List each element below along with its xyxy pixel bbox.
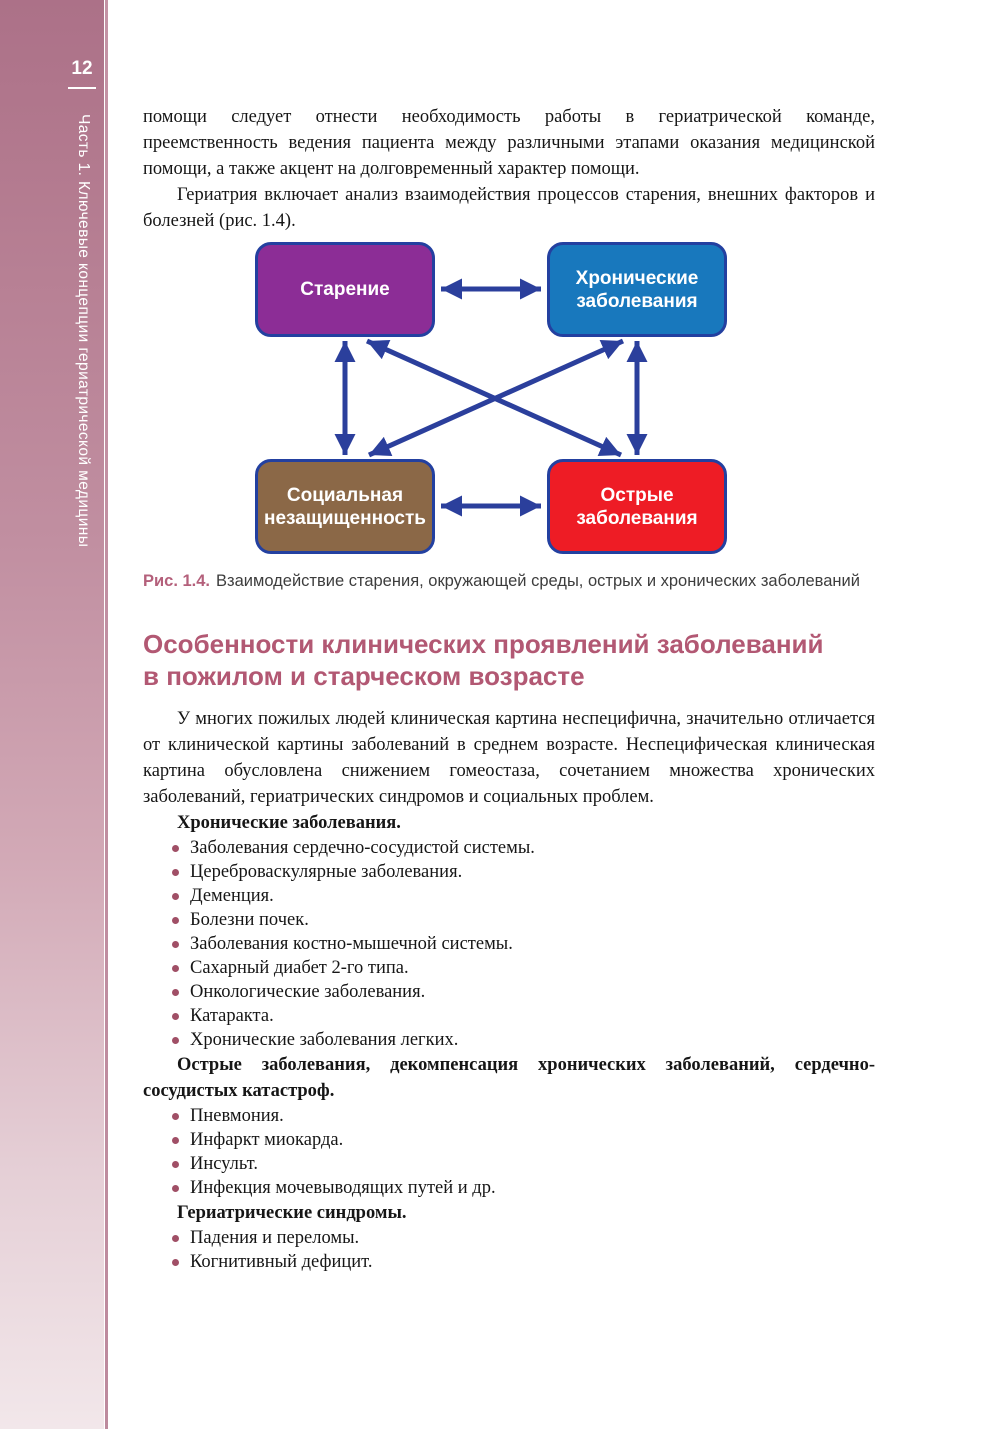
list-item-text: Когнитивный дефицит. xyxy=(190,1252,373,1272)
bullet-icon xyxy=(172,941,179,948)
list-item xyxy=(143,1104,875,1128)
group-title: Гериатрические синдромы. xyxy=(177,1203,407,1223)
section-heading xyxy=(143,628,875,692)
bullet-icon xyxy=(172,989,179,996)
bullet-icon xyxy=(172,965,179,972)
figure-box-chronic: Хронические заболевания xyxy=(547,242,727,337)
bullet-icon xyxy=(172,845,179,852)
figure-caption-text: Взаимодействие старения, окружающей среды, острых и хронических заболеваний xyxy=(216,572,860,590)
group-title: Хронические заболевания. xyxy=(177,813,401,833)
list-item xyxy=(143,884,875,908)
figure-caption-label: Рис. 1.4. xyxy=(143,572,211,590)
list-item-text: Инсульт. xyxy=(190,1154,258,1174)
list-item xyxy=(143,908,875,932)
sidebar xyxy=(0,0,104,1429)
figure-1-4-diagram xyxy=(143,238,875,558)
sidebar-edge-line xyxy=(105,0,108,1429)
list-item-text: Хронические заболевания легких. xyxy=(190,1030,459,1050)
list-item-text: Катаракта. xyxy=(190,1006,274,1026)
symptom-groups xyxy=(143,810,875,1274)
list-item xyxy=(143,956,875,980)
bullet-icon xyxy=(172,1113,179,1120)
list-item xyxy=(143,1176,875,1200)
bullet-icon xyxy=(172,893,179,900)
list-item-text: Онкологические заболевания. xyxy=(190,982,426,1002)
list-item xyxy=(143,1028,875,1052)
bullet-icon xyxy=(172,1161,179,1168)
figure-caption xyxy=(143,570,875,592)
list-item xyxy=(143,836,875,860)
bullet-list xyxy=(143,1104,875,1200)
bullet-icon xyxy=(172,1013,179,1020)
list-item xyxy=(143,860,875,884)
list-item-text: Пневмония. xyxy=(190,1106,284,1126)
page-number: 12 xyxy=(68,58,96,89)
list-item-text: Заболевания сердечно-сосудистой системы. xyxy=(190,838,535,858)
list-item xyxy=(143,1004,875,1028)
list-item xyxy=(143,932,875,956)
list-item-text: Инфаркт миокарда. xyxy=(190,1130,344,1150)
list-item-text: Болезни почек. xyxy=(190,910,309,930)
list-item-text: Цереброваскулярные заболевания. xyxy=(190,862,463,882)
list-item-text: Падения и переломы. xyxy=(190,1228,360,1248)
bullet-icon xyxy=(172,1259,179,1266)
figure-box-aging: Старение xyxy=(255,242,435,337)
bullet-icon xyxy=(172,1137,179,1144)
main-content xyxy=(143,0,875,1274)
bullet-icon xyxy=(172,917,179,924)
figure-box-social: Социальная незащищенность xyxy=(255,459,435,554)
list-item xyxy=(143,1152,875,1176)
list-item xyxy=(143,980,875,1004)
list-item xyxy=(143,1250,875,1274)
section-paragraph: У многих пожилых людей клиническая картина неспецифична, значительно отличается от клинической картины заболеваний в среднем возрасте. Неспецифическая клиническая картина обусловлена снижением гомеостаза, сочетанием множества хронических заболеваний, гериатрических синдромов и социальных проблем. xyxy=(143,709,875,807)
intro-paragraph-1: помощи следует отнести необходимость работы в гериатрической команде, преемственность ведения пациента между различными этапами оказания медицинской помощи, а также акцент на долговременный характер помощи. xyxy=(143,107,875,179)
list-item-text: Инфекция мочевыводящих путей и др. xyxy=(190,1178,496,1198)
group-title: Острые заболевания, декомпенсация хронических заболеваний, сердечно-сосудистых катастроф. xyxy=(143,1055,875,1101)
sidebar-part-title: Часть 1. Ключевые концепции гериатрической медицины xyxy=(75,114,92,548)
bullet-icon xyxy=(172,869,179,876)
figure-box-acute: Острые заболевания xyxy=(547,459,727,554)
section-heading-line-1: Особенности клинических проявлений заболеваний xyxy=(143,629,824,659)
bullet-list xyxy=(143,836,875,1052)
list-item-text: Деменция. xyxy=(190,886,274,906)
list-item-text: Сахарный диабет 2-го типа. xyxy=(190,958,409,978)
section-heading-line-2: в пожилом и старческом возрасте xyxy=(143,661,585,691)
list-item xyxy=(143,1226,875,1250)
list-item xyxy=(143,1128,875,1152)
bullet-list xyxy=(143,1226,875,1274)
bullet-icon xyxy=(172,1037,179,1044)
figure-arrows xyxy=(143,238,875,558)
intro-paragraph-2: Гериатрия включает анализ взаимодействия процессов старения, внешних факторов и болезней (рис. 1.4). xyxy=(143,185,875,231)
list-item-text: Заболевания костно-мышечной системы. xyxy=(190,934,513,954)
bullet-icon xyxy=(172,1185,179,1192)
bullet-icon xyxy=(172,1235,179,1242)
